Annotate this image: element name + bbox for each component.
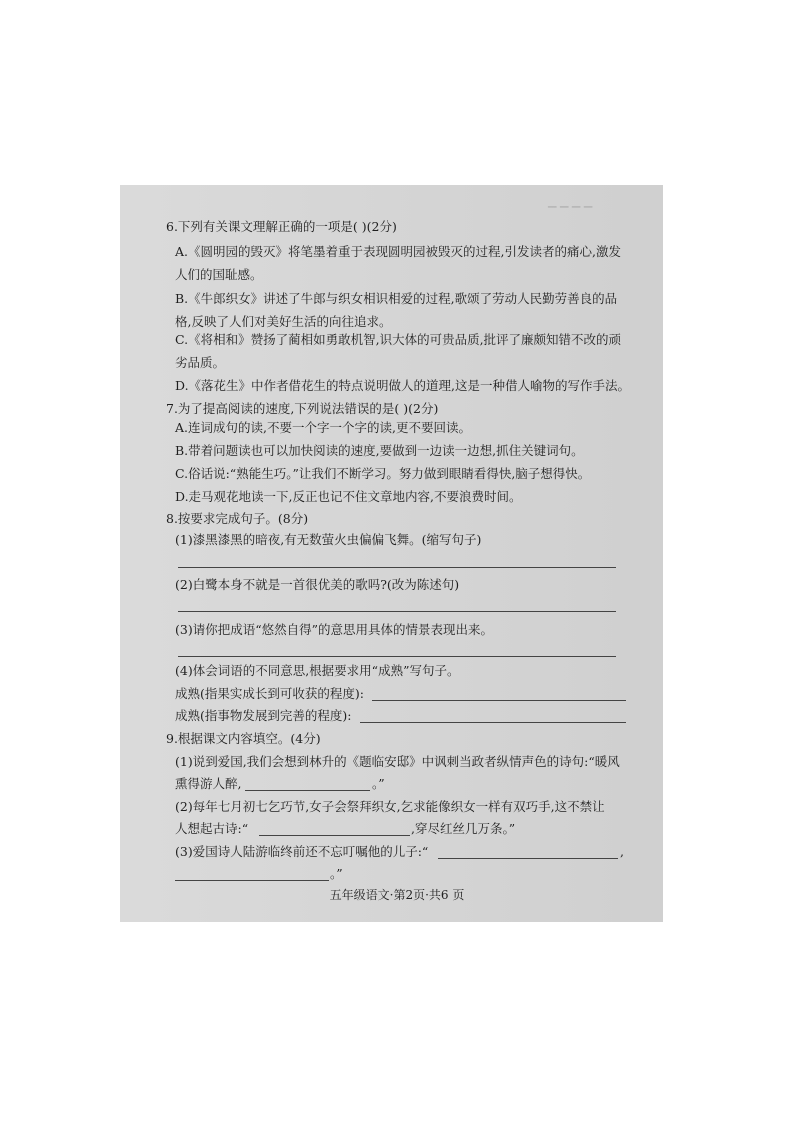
- q9-item-1-blank[interactable]: [245, 790, 370, 791]
- q7-option-d: D.走马观花地读一下,反正也记不住文章地内容,不要浪费时间。: [175, 489, 522, 504]
- question-6-stem: 6.下列有关课文理解正确的一项是( )(2分): [166, 219, 397, 234]
- q6-option-d: D.《落花生》中作者借花生的特点说明做人的道理,这是一种借人喻物的写作手法。: [175, 378, 631, 393]
- question-9-stem: 9.根据课文内容填空。(4分): [166, 731, 321, 746]
- q7-option-c: C.俗话说:“熟能生巧。”让我们不断学习。努力做到眼睛看得快,脑子想得快。: [175, 466, 591, 481]
- q9-item-2-suffix: ,穿尽红丝几万条。”: [411, 821, 516, 836]
- q6-option-b: B.《牛郎织女》讲述了牛郎与织女相识相爱的过程,歌颂了劳动人民勤劳善良的品: [175, 291, 618, 306]
- q9-item-3-blank-2[interactable]: [175, 880, 329, 881]
- question-7-stem: 7.为了提高阅读的速度,下列说法错误的是( )(2分): [166, 401, 439, 416]
- q8-item-4a: 成熟(指果实成长到可收获的程度):: [175, 686, 364, 701]
- q6-option-b-cont: 格,反映了人们对美好生活的向往追求。: [175, 314, 392, 329]
- q7-option-b: B.带着问题读也可以加快阅读的速度,要做到一边读一边想,抓住关键词句。: [175, 443, 584, 458]
- q8-item-4b: 成熟(指事物发展到完善的程度):: [175, 708, 352, 723]
- q8-item-2: (2)白鹭本身不就是一首很优美的歌吗?(改为陈述句): [175, 577, 460, 592]
- q6-option-a: A.《圆明园的毁灭》将笔墨着重于表现圆明园被毁灭的过程,引发读者的痛心,激发: [175, 244, 621, 259]
- q9-item-1-prefix: 熏得游人醉,: [175, 776, 242, 791]
- q9-item-2-prefix: 人想起古诗:“: [175, 821, 249, 836]
- q8-item-3-answer-line[interactable]: [178, 656, 616, 657]
- q8-item-4: (4)体会词语的不同意思,根据要求用“成熟”写句子。: [175, 663, 460, 678]
- q6-option-c-cont: 劣品质。: [175, 355, 226, 370]
- q6-option-a-cont: 人们的国耻感。: [175, 267, 263, 282]
- q8-item-3: (3)请你把成语“悠然自得”的意思用具体的情景表现出来。: [175, 622, 493, 637]
- q8-item-1-answer-line[interactable]: [178, 567, 616, 568]
- q7-option-a: A.连词成句的读,不要一个字一个字的读,更不要回读。: [175, 420, 471, 435]
- q9-item-3-comma: ,: [620, 844, 624, 859]
- q9-item-1-suffix: 。”: [372, 776, 385, 791]
- q8-item-4b-answer-line[interactable]: [360, 722, 626, 723]
- question-8-stem: 8.按要求完成句子。(8分): [166, 511, 309, 526]
- q9-item-3-blank-1[interactable]: [438, 858, 618, 859]
- q9-item-3-suffix: 。”: [330, 866, 343, 881]
- q8-item-4a-answer-line[interactable]: [372, 700, 626, 701]
- q8-item-1: (1)漆黑漆黑的暗夜,有无数萤火虫偏偏飞舞。(缩写句子): [175, 532, 482, 547]
- q9-item-3: (3)爱国诗人陆游临终前还不忘叮嘱他的儿子:“: [175, 844, 429, 859]
- q8-item-2-answer-line[interactable]: [178, 611, 616, 612]
- bleed-through-text: ▁ ▁ ▁ ▁: [548, 195, 593, 208]
- q9-item-1: (1)说到爱国,我们会想到林升的《题临安邸》中讽刺当政者纵情声色的诗句:“暖风: [175, 754, 620, 769]
- q9-item-2: (2)每年七月初七乞巧节,女子会祭拜织女,乞求能像织女一样有双巧手,这不禁让: [175, 799, 605, 814]
- q6-option-c: C.《将相和》赞扬了蔺相如勇敢机智,识大体的可贵品质,批评了廉颇知错不改的顽: [175, 332, 622, 347]
- q9-item-2-blank[interactable]: [259, 835, 410, 836]
- page-footer: 五年级语文·第2页·共6 页: [329, 888, 465, 902]
